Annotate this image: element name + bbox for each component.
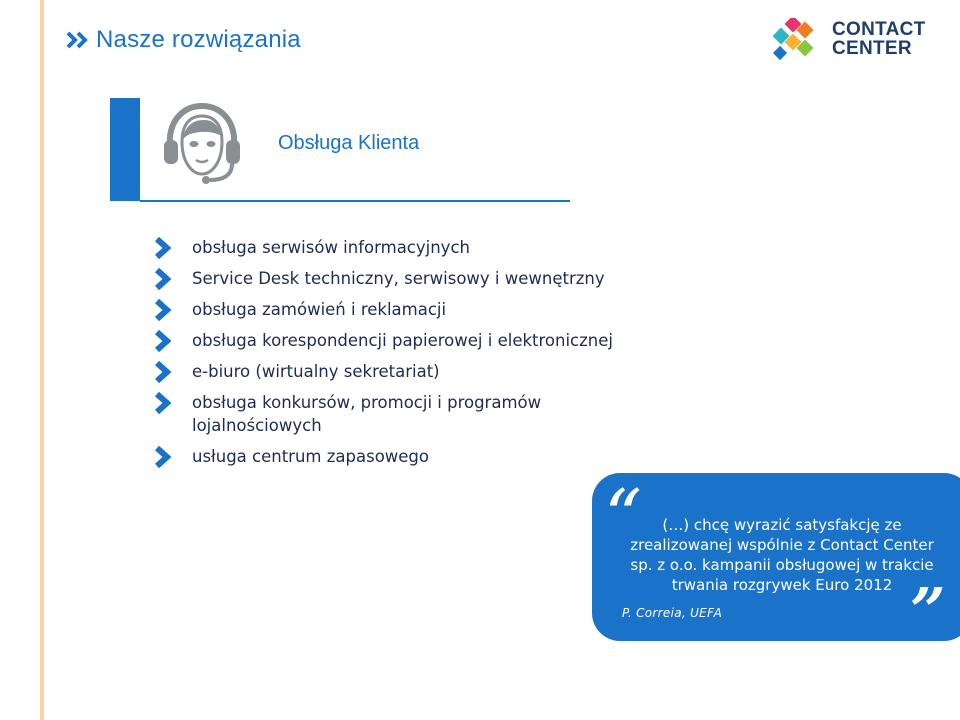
list-item xyxy=(152,445,652,468)
list-item-text: obsługa serwisów informacyjnych xyxy=(192,238,470,257)
section-underline xyxy=(140,200,570,202)
list-item xyxy=(152,236,652,259)
list-item xyxy=(152,298,652,321)
list-item xyxy=(152,329,652,352)
open-quote-mark: “ xyxy=(604,474,642,560)
page-title: Nasze rozwiązania xyxy=(96,26,301,53)
chevron-right-icon xyxy=(152,268,174,290)
left-accent-line xyxy=(40,0,44,720)
customer-agent-headset-icon xyxy=(160,102,244,188)
chevron-right-icon xyxy=(152,446,174,468)
list-item xyxy=(152,267,652,290)
page-header xyxy=(66,26,301,54)
double-chevron-right-icon xyxy=(66,31,92,49)
section-title: Obsługa Klienta xyxy=(278,132,420,154)
list-item-text: obsługa konkursów, promocji i programów lojalnościowych xyxy=(192,393,542,435)
logo-line1: CONTACT xyxy=(832,19,926,40)
list-item-text: obsługa zamówień i reklamacji xyxy=(192,300,447,319)
list-item xyxy=(152,360,652,383)
chevron-right-icon xyxy=(152,392,174,414)
logo-wordmark xyxy=(832,20,926,58)
testimonial-text: (…) chcę wyrazić satysfakcję ze zrealizowanej wspólnie z Contact Center sp. z o.o. kampanii obsługowej w trakcie trwania rozgrywek Euro 2012 xyxy=(630,516,934,594)
chevron-right-icon xyxy=(152,361,174,383)
list-item-text: e-biuro (wirtualny sekretariat) xyxy=(192,362,440,381)
list-item-text: obsługa korespondencji papierowej i elektronicznej xyxy=(192,331,613,350)
logo-line2: CENTER xyxy=(832,38,912,59)
close-quote-mark: ” xyxy=(910,574,946,647)
chevron-right-icon xyxy=(152,330,174,352)
solutions-list xyxy=(152,236,652,476)
list-item xyxy=(152,391,652,437)
list-item-text: usługa centrum zapasowego xyxy=(192,447,430,466)
chevron-right-icon xyxy=(152,237,174,259)
list-item-text: Service Desk techniczny, serwisowy i wewnętrzny xyxy=(192,269,605,288)
section-accent-bar xyxy=(110,98,140,201)
testimonial-author: P. Correia, UEFA xyxy=(622,606,723,620)
chevron-right-icon xyxy=(152,299,174,321)
